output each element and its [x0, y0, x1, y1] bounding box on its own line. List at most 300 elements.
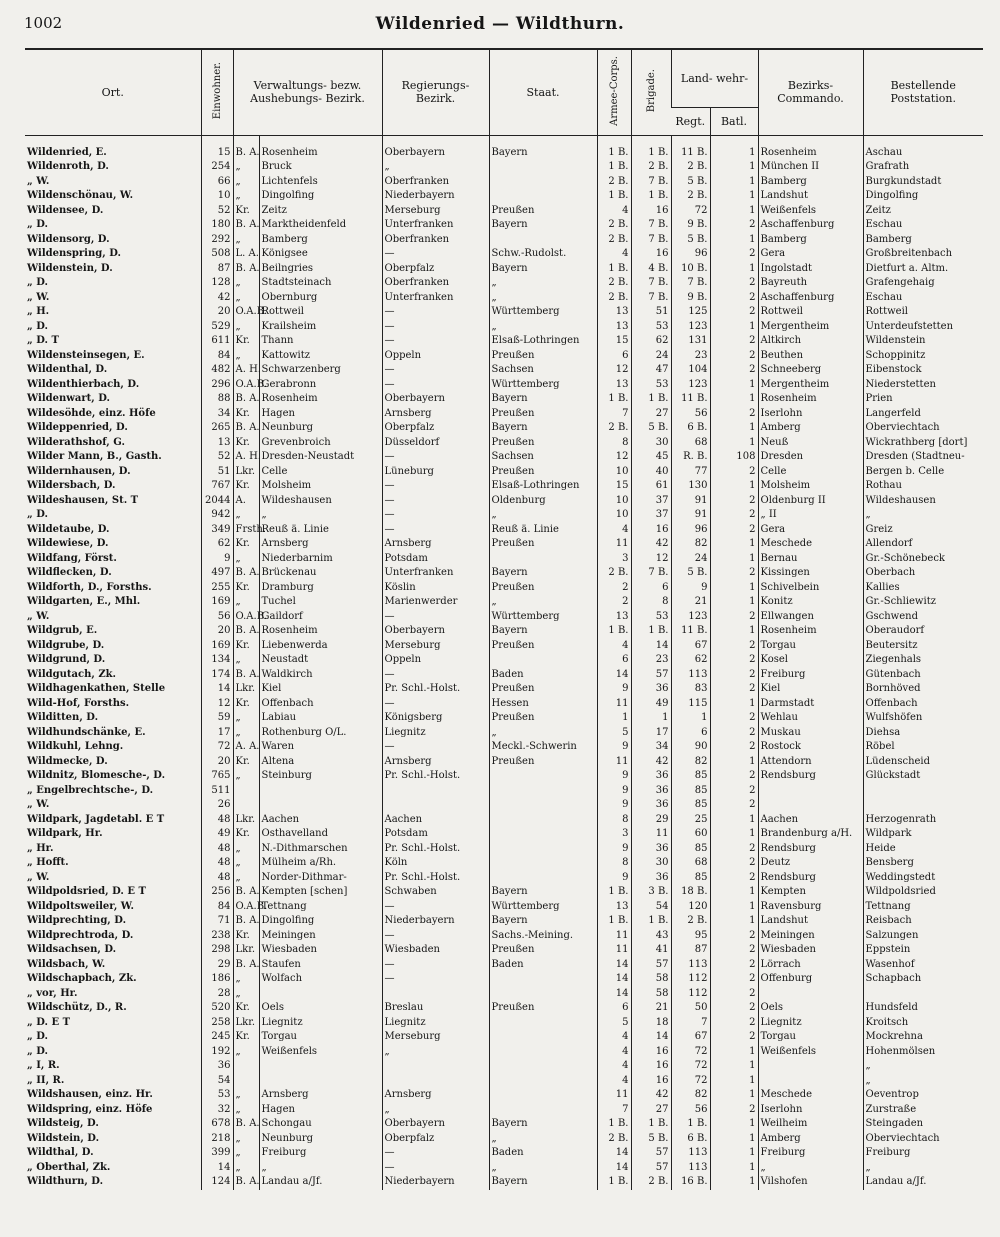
- cell-brigade: 23: [631, 653, 671, 668]
- header-landwehr: Land- wehr-: [671, 49, 758, 107]
- cell-regierungsbezirk: —: [382, 668, 489, 683]
- cell-staat: [489, 871, 597, 886]
- cell-brigade: 40: [631, 465, 671, 480]
- cell-bezirkscommando: Deutz: [758, 856, 863, 871]
- cell-regierungsbezirk: Marienwerder: [382, 595, 489, 610]
- cell-staat: Preußen: [489, 349, 597, 364]
- cell-poststation: Landau a/Jf.: [863, 1175, 983, 1190]
- cell-verwaltung-bezirk: Oels: [259, 1001, 382, 1016]
- cell-armeecorps: 11: [597, 755, 631, 770]
- cell-bataillon: 1: [710, 1045, 758, 1060]
- cell-regierungsbezirk: Köslin: [382, 581, 489, 596]
- cell-verwaltung-bezirk: Schwarzenberg: [259, 363, 382, 378]
- cell-armeecorps: 1 B.: [597, 1175, 631, 1190]
- cell-verwaltung-art: O.A.B.: [233, 305, 259, 320]
- cell-ort: „ D. T: [27, 335, 59, 346]
- cell-armeecorps: 12: [597, 450, 631, 465]
- cell-bataillon: 2: [710, 465, 758, 480]
- cell-staat: Bayern: [489, 135, 597, 160]
- table-row: [25, 711, 983, 726]
- cell-staat: Baden: [489, 958, 597, 973]
- cell-bataillon: 2: [710, 407, 758, 422]
- cell-staat: [489, 1088, 597, 1103]
- cell-verwaltung-art: [233, 1059, 259, 1074]
- cell-bataillon: 1: [710, 1117, 758, 1132]
- cell-poststation: Burgkundstadt: [863, 175, 983, 190]
- cell-staat: [489, 813, 597, 828]
- cell-verwaltung-art: „: [233, 189, 259, 204]
- table-row: [25, 508, 983, 523]
- table-row: [25, 320, 983, 335]
- cell-brigade: 5 B.: [631, 1132, 671, 1147]
- cell-bezirkscommando: [758, 798, 863, 813]
- cell-ort: Wildenroth, D.: [27, 161, 109, 172]
- cell-ort: Wildschapbach, Zk.: [27, 973, 137, 984]
- cell-armeecorps: 3: [597, 552, 631, 567]
- table-row: [25, 842, 983, 857]
- cell-regiment: 2 B.: [671, 189, 710, 204]
- cell-bezirkscommando: Attendorn: [758, 755, 863, 770]
- cell-verwaltung-bezirk: Staufen: [259, 958, 382, 973]
- cell-verwaltung-bezirk: Rosenheim: [259, 135, 382, 160]
- cell-einwohner: 511: [201, 784, 233, 799]
- header-bezirkscommando: Bezirks- Commando.: [758, 49, 863, 135]
- cell-bezirkscommando: Amberg: [758, 1132, 863, 1147]
- cell-brigade: 24: [631, 349, 671, 364]
- cell-regiment: 82: [671, 1088, 710, 1103]
- cell-bataillon: 2: [710, 1103, 758, 1118]
- cell-ort: Wildensteinsegen, E.: [27, 349, 145, 361]
- cell-regiment: 85: [671, 798, 710, 813]
- cell-einwohner: 349: [201, 523, 233, 538]
- cell-poststation: Langerfeld: [863, 407, 983, 422]
- cell-regierungsbezirk: —: [382, 523, 489, 538]
- cell-poststation: Wulfshöfen: [863, 711, 983, 726]
- cell-verwaltung-art: O.A.B.: [233, 610, 259, 625]
- cell-einwohner: 256: [201, 885, 233, 900]
- cell-bezirkscommando: Rosenheim: [758, 135, 863, 160]
- cell-bataillon: 1: [710, 1175, 758, 1190]
- cell-einwohner: 174: [201, 668, 233, 683]
- cell-verwaltung-bezirk: Waldkirch: [259, 668, 382, 683]
- cell-regierungsbezirk: Arnsberg: [382, 1088, 489, 1103]
- cell-poststation: Bensberg: [863, 856, 983, 871]
- cell-verwaltung-art: „: [233, 1045, 259, 1060]
- cell-ort: „ D.: [27, 509, 49, 520]
- cell-regierungsbezirk: Merseburg: [382, 204, 489, 219]
- cell-brigade: 53: [631, 320, 671, 335]
- cell-regierungsbezirk: Arnsberg: [382, 755, 489, 770]
- cell-poststation: Oeventrop: [863, 1088, 983, 1103]
- cell-brigade: 1: [631, 711, 671, 726]
- cell-verwaltung-art: B. A.: [233, 1175, 259, 1190]
- cell-einwohner: 36: [201, 1059, 233, 1074]
- cell-bezirkscommando: Iserlohn: [758, 1103, 863, 1118]
- cell-einwohner: 678: [201, 1117, 233, 1132]
- cell-bezirkscommando: Gera: [758, 247, 863, 262]
- cell-ort: Wildensorg, D.: [27, 233, 110, 245]
- cell-verwaltung-bezirk: Liegnitz: [259, 1016, 382, 1031]
- cell-verwaltung-art: Kr.: [233, 827, 259, 842]
- cell-poststation: „: [863, 1059, 983, 1074]
- cell-regiment: 85: [671, 842, 710, 857]
- table-row: [25, 581, 983, 596]
- cell-verwaltung-bezirk: Rosenheim: [259, 624, 382, 639]
- cell-verwaltung-art: Kr.: [233, 581, 259, 596]
- cell-bataillon: 2: [710, 726, 758, 741]
- cell-regiment: 87: [671, 943, 710, 958]
- cell-regierungsbezirk: Arnsberg: [382, 537, 489, 552]
- cell-verwaltung-art: B. A.: [233, 421, 259, 436]
- cell-bezirkscommando: Oels: [758, 1001, 863, 1016]
- cell-regierungsbezirk: Oberbayern: [382, 135, 489, 160]
- table-row: [25, 987, 983, 1002]
- cell-bezirkscommando: Mergentheim: [758, 378, 863, 393]
- cell-bezirkscommando: Wehlau: [758, 711, 863, 726]
- cell-regiment: 96: [671, 523, 710, 538]
- cell-verwaltung-art: „: [233, 1132, 259, 1147]
- cell-brigade: 27: [631, 407, 671, 422]
- cell-staat: Schw.-Rudolst.: [489, 247, 597, 262]
- cell-staat: [489, 653, 597, 668]
- cell-verwaltung-bezirk: Rosenheim: [259, 392, 382, 407]
- cell-regierungsbezirk: „: [382, 160, 489, 175]
- cell-bezirkscommando: Gera: [758, 523, 863, 538]
- cell-einwohner: 2044: [201, 494, 233, 509]
- cell-armeecorps: 4: [597, 1059, 631, 1074]
- cell-brigade: 7 B.: [631, 291, 671, 306]
- cell-regiment: 11 B.: [671, 135, 710, 160]
- cell-verwaltung-art: B. A.: [233, 624, 259, 639]
- cell-ort: Wildgutach, Zk.: [27, 668, 117, 680]
- cell-staat: „: [489, 291, 597, 306]
- cell-staat: Preußen: [489, 682, 597, 697]
- cell-brigade: 4 B.: [631, 262, 671, 277]
- cell-einwohner: 296: [201, 378, 233, 393]
- cell-bezirkscommando: Rostock: [758, 740, 863, 755]
- cell-ort: Wildprechting, D.: [27, 915, 127, 926]
- cell-brigade: 1 B.: [631, 135, 671, 160]
- cell-regiment: 50: [671, 1001, 710, 1016]
- header-staat: Staat.: [489, 49, 597, 135]
- cell-staat: Meckl.-Schwerin: [489, 740, 597, 755]
- cell-poststation: Grafrath: [863, 160, 983, 175]
- cell-ort: Wildenthierbach, D.: [27, 378, 140, 390]
- cell-poststation: Herzogenrath: [863, 813, 983, 828]
- cell-bezirkscommando: Kiel: [758, 682, 863, 697]
- cell-verwaltung-art: „: [233, 291, 259, 306]
- cell-regiment: 125: [671, 305, 710, 320]
- cell-regiment: 6 B.: [671, 421, 710, 436]
- cell-verwaltung-art: L. A.: [233, 247, 259, 262]
- cell-poststation: Steingaden: [863, 1117, 983, 1132]
- cell-ort: Wildpark, Hr.: [27, 828, 103, 839]
- table-row: [25, 914, 983, 929]
- cell-staat: [489, 987, 597, 1002]
- cell-regierungsbezirk: —: [382, 479, 489, 494]
- cell-einwohner: 265: [201, 421, 233, 436]
- cell-einwohner: 29: [201, 958, 233, 973]
- cell-regierungsbezirk: —: [382, 363, 489, 378]
- table-row: [25, 885, 983, 900]
- cell-armeecorps: 4: [597, 1045, 631, 1060]
- cell-staat: Elsaß-Lothringen: [489, 334, 597, 349]
- cell-ort: Wildhundschänke, E.: [27, 726, 146, 738]
- table-row: [25, 189, 983, 204]
- cell-armeecorps: 11: [597, 929, 631, 944]
- cell-verwaltung-bezirk: [259, 798, 382, 813]
- cell-bataillon: 1: [710, 1074, 758, 1089]
- cell-verwaltung-art: „: [233, 1146, 259, 1161]
- cell-einwohner: 12: [201, 697, 233, 712]
- cell-brigade: 47: [631, 363, 671, 378]
- cell-poststation: Gütenbach: [863, 668, 983, 683]
- cell-bataillon: 2: [710, 566, 758, 581]
- cell-poststation: [863, 784, 983, 799]
- cell-staat: [489, 769, 597, 784]
- cell-regiment: 83: [671, 682, 710, 697]
- cell-einwohner: 508: [201, 247, 233, 262]
- cell-verwaltung-bezirk: Gerabronn: [259, 378, 382, 393]
- table-row: [25, 135, 983, 160]
- cell-brigade: 1 B.: [631, 624, 671, 639]
- cell-einwohner: 48: [201, 856, 233, 871]
- cell-verwaltung-bezirk: Bamberg: [259, 233, 382, 248]
- cell-armeecorps: 12: [597, 363, 631, 378]
- cell-regiment: 113: [671, 1146, 710, 1161]
- table-row: [25, 697, 983, 712]
- cell-regierungsbezirk: Unterfranken: [382, 218, 489, 233]
- cell-poststation: Freiburg: [863, 1146, 983, 1161]
- cell-staat: Reuß ä. Linie: [489, 523, 597, 538]
- cell-armeecorps: 2 B.: [597, 218, 631, 233]
- cell-poststation: Eibenstock: [863, 363, 983, 378]
- cell-regiment: 5 B.: [671, 566, 710, 581]
- cell-armeecorps: 11: [597, 537, 631, 552]
- cell-brigade: 36: [631, 871, 671, 886]
- cell-bataillon: 1: [710, 479, 758, 494]
- cell-brigade: 2 B.: [631, 160, 671, 175]
- cell-bezirkscommando: Oldenburg II: [758, 494, 863, 509]
- cell-bezirkscommando: Iserlohn: [758, 407, 863, 422]
- cell-verwaltung-art: Kr.: [233, 755, 259, 770]
- cell-ort: Wildsbach, W.: [27, 958, 106, 970]
- cell-ort: Wilderathshof, G.: [27, 436, 125, 448]
- table-row: [25, 450, 983, 465]
- cell-staat: Preußen: [489, 204, 597, 219]
- cell-verwaltung-art: O.A.B.: [233, 378, 259, 393]
- cell-bezirkscommando: Rendsburg: [758, 871, 863, 886]
- cell-armeecorps: 1 B.: [597, 885, 631, 900]
- cell-verwaltung-bezirk: Steinburg: [259, 769, 382, 784]
- cell-armeecorps: 4: [597, 1030, 631, 1045]
- cell-bezirkscommando: Bamberg: [758, 233, 863, 248]
- table-row: [25, 218, 983, 233]
- header-einwohner: Einwohner.: [201, 49, 233, 135]
- cell-staat: Elsaß-Lothringen: [489, 479, 597, 494]
- cell-armeecorps: 11: [597, 1088, 631, 1103]
- cell-bataillon: 2: [710, 247, 758, 262]
- cell-ort: „ Engelbrechtsche-, D.: [27, 784, 154, 796]
- cell-regierungsbezirk: —: [382, 450, 489, 465]
- cell-regierungsbezirk: —: [382, 610, 489, 625]
- cell-staat: [489, 1074, 597, 1089]
- cell-regiment: 7: [671, 1016, 710, 1031]
- cell-poststation: Heide: [863, 842, 983, 857]
- cell-ort: Wildthurn, D.: [27, 1176, 104, 1187]
- cell-verwaltung-bezirk: Dingolfing: [259, 189, 382, 204]
- cell-regiment: 62: [671, 653, 710, 668]
- cell-regierungsbezirk: [382, 784, 489, 799]
- cell-brigade: 7 B.: [631, 276, 671, 291]
- cell-ort: Wildetaube, D.: [27, 523, 110, 535]
- cell-verwaltung-art: Kr.: [233, 697, 259, 712]
- cell-einwohner: 20: [201, 305, 233, 320]
- cell-brigade: 36: [631, 842, 671, 857]
- cell-bezirkscommando: Muskau: [758, 726, 863, 741]
- cell-einwohner: 254: [201, 160, 233, 175]
- cell-verwaltung-art: [233, 784, 259, 799]
- cell-brigade: 3 B.: [631, 885, 671, 900]
- table-row: [25, 537, 983, 552]
- cell-verwaltung-art: Lkr.: [233, 943, 259, 958]
- cell-regiment: R. B.: [671, 450, 710, 465]
- cell-einwohner: 497: [201, 566, 233, 581]
- cell-regierungsbezirk: Breslau: [382, 1001, 489, 1016]
- cell-regierungsbezirk: —: [382, 1161, 489, 1176]
- cell-einwohner: 48: [201, 813, 233, 828]
- cell-regiment: 5 B.: [671, 233, 710, 248]
- cell-einwohner: 88: [201, 392, 233, 407]
- cell-regiment: 67: [671, 639, 710, 654]
- cell-bataillon: 2: [710, 363, 758, 378]
- cell-regiment: 23: [671, 349, 710, 364]
- cell-armeecorps: 11: [597, 697, 631, 712]
- cell-ort: Wildthal, D.: [27, 1147, 94, 1158]
- table-row: [25, 421, 983, 436]
- cell-regiment: 85: [671, 784, 710, 799]
- cell-bataillon: 2: [710, 856, 758, 871]
- cell-staat: Württemberg: [489, 305, 597, 320]
- table-row: [25, 668, 983, 683]
- cell-armeecorps: 4: [597, 204, 631, 219]
- cell-staat: Württemberg: [489, 610, 597, 625]
- cell-ort: Wildmecke, D.: [27, 755, 108, 767]
- cell-poststation: Wasenhof: [863, 958, 983, 973]
- cell-regiment: 90: [671, 740, 710, 755]
- cell-poststation: Rothau: [863, 479, 983, 494]
- cell-bezirkscommando: München II: [758, 160, 863, 175]
- cell-poststation: Allendorf: [863, 537, 983, 552]
- cell-ort: Wildgrund, D.: [27, 654, 106, 665]
- cell-staat: Preußen: [489, 407, 597, 422]
- cell-regierungsbezirk: Oppeln: [382, 653, 489, 668]
- cell-ort: Wildensee, D.: [27, 204, 104, 216]
- cell-einwohner: 611: [201, 334, 233, 349]
- cell-armeecorps: 10: [597, 508, 631, 523]
- cell-verwaltung-bezirk: [259, 784, 382, 799]
- cell-brigade: 6: [631, 581, 671, 596]
- cell-ort: Wildenthal, D.: [27, 364, 108, 375]
- cell-ort: „ Oberthal, Zk.: [27, 1161, 111, 1173]
- cell-verwaltung-bezirk: Torgau: [259, 1030, 382, 1045]
- cell-verwaltung-bezirk: Reuß ä. Linie: [259, 523, 382, 538]
- cell-regiment: 104: [671, 363, 710, 378]
- cell-armeecorps: 2 B.: [597, 566, 631, 581]
- cell-ort: Wildsteig, D.: [27, 1118, 99, 1129]
- cell-verwaltung-art: B. A.: [233, 566, 259, 581]
- cell-verwaltung-art: „: [233, 1161, 259, 1176]
- cell-armeecorps: 2 B.: [597, 175, 631, 190]
- cell-armeecorps: 10: [597, 465, 631, 480]
- table-row: [25, 465, 983, 480]
- cell-verwaltung-bezirk: Thann: [259, 334, 382, 349]
- cell-ort: Wildschütz, D., R.: [27, 1002, 127, 1013]
- cell-ort: „ II, R.: [27, 1074, 65, 1086]
- cell-poststation: Oberbach: [863, 566, 983, 581]
- cell-einwohner: 26: [201, 798, 233, 813]
- cell-armeecorps: 9: [597, 784, 631, 799]
- table-row: [25, 1117, 983, 1132]
- cell-brigade: 1 B.: [631, 1117, 671, 1132]
- cell-einwohner: 72: [201, 740, 233, 755]
- cell-poststation: Wickrathberg [dort]: [863, 436, 983, 451]
- cell-verwaltung-bezirk: Rottweil: [259, 305, 382, 320]
- cell-regiment: 2 B.: [671, 914, 710, 929]
- cell-verwaltung-bezirk: Lichtenfels: [259, 175, 382, 190]
- cell-verwaltung-art: Frsth.: [233, 523, 259, 538]
- cell-brigade: 14: [631, 639, 671, 654]
- cell-poststation: Kroitsch: [863, 1016, 983, 1031]
- cell-bataillon: 2: [710, 639, 758, 654]
- cell-regierungsbezirk: Oppeln: [382, 349, 489, 364]
- cell-ort: Wildforth, D., Forsths.: [27, 581, 152, 593]
- table-row: [25, 276, 983, 291]
- cell-regierungsbezirk: Niederbayern: [382, 1175, 489, 1190]
- cell-bezirkscommando: Bamberg: [758, 175, 863, 190]
- cell-bezirkscommando: Schivelbein: [758, 581, 863, 596]
- cell-regiment: 85: [671, 871, 710, 886]
- cell-verwaltung-bezirk: Grevenbroich: [259, 436, 382, 451]
- cell-brigade: 61: [631, 479, 671, 494]
- header-regierung: Regierungs- Bezirk.: [382, 49, 489, 135]
- cell-einwohner: 62: [201, 537, 233, 552]
- cell-brigade: 57: [631, 668, 671, 683]
- cell-bezirkscommando: Ingolstadt: [758, 262, 863, 277]
- cell-regiment: 112: [671, 972, 710, 987]
- cell-einwohner: 59: [201, 711, 233, 726]
- cell-ort: Wildenried, E.: [27, 146, 107, 158]
- cell-brigade: 54: [631, 900, 671, 915]
- cell-poststation: Aschau: [863, 135, 983, 160]
- cell-verwaltung-bezirk: Kiel: [259, 682, 382, 697]
- cell-brigade: 18: [631, 1016, 671, 1031]
- cell-poststation: Zurstraße: [863, 1103, 983, 1118]
- cell-regierungsbezirk: Oberpfalz: [382, 1132, 489, 1147]
- cell-armeecorps: 2 B.: [597, 233, 631, 248]
- cell-bezirkscommando: Aschaffenburg: [758, 218, 863, 233]
- cell-verwaltung-bezirk: Freiburg: [259, 1146, 382, 1161]
- cell-regierungsbezirk: —: [382, 305, 489, 320]
- cell-regiment: 72: [671, 1045, 710, 1060]
- cell-regierungsbezirk: Pr. Schl.-Holst.: [382, 682, 489, 697]
- cell-bataillon: 2: [710, 842, 758, 857]
- cell-verwaltung-art: A. H.: [233, 363, 259, 378]
- cell-armeecorps: 2 B.: [597, 1132, 631, 1147]
- cell-bezirkscommando: Landshut: [758, 914, 863, 929]
- cell-brigade: 16: [631, 1045, 671, 1060]
- cell-verwaltung-art: „: [233, 349, 259, 364]
